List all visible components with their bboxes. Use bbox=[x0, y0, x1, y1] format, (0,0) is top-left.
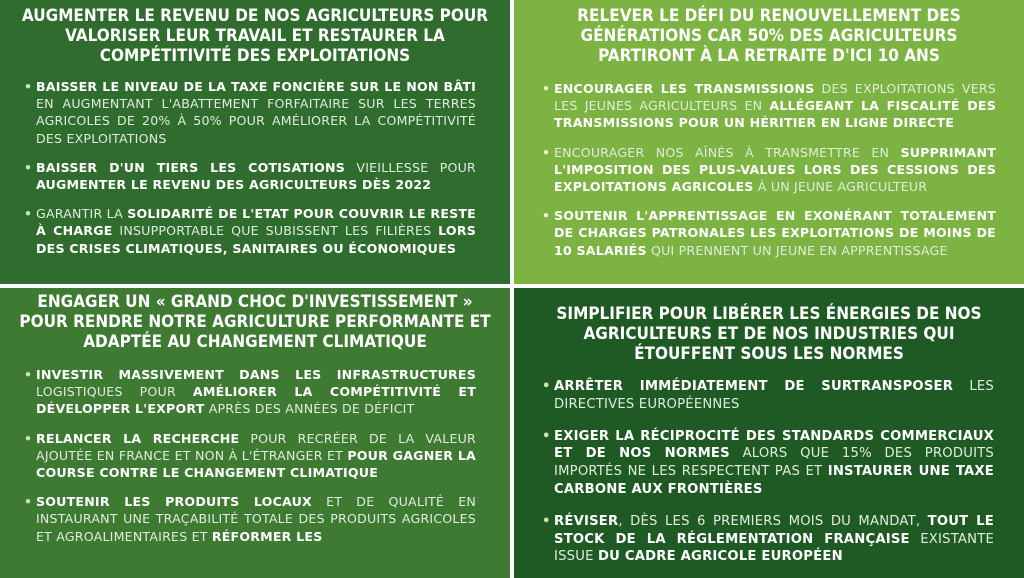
bullet-item bbox=[554, 144, 996, 196]
body-text: LES DIRECTIVES EUROPÉENNES bbox=[554, 379, 994, 412]
body-text: À UN JEUNE AGRICULTEUR bbox=[753, 179, 928, 195]
body-text: QUI PRENNENT UN JEUNE EN APPRENTISSAGE bbox=[646, 242, 948, 258]
bold-text: SUPPRIMANT L'IMPOSITION DES PLUS-VALUES LORS DES CESSIONS DES EXPLOITATIONS AGRICOLES bbox=[554, 144, 996, 195]
bold-text: BAISSER LE NIVEAU DE LA TAXE FONCIÈRE SUR LE NON BÂTI bbox=[36, 79, 476, 94]
bold-text: SOUTENIR L'APPRENTISSAGE EN EXONÉRANT TOTALEMENT DE CHARGES PATRONALES LES EXPLOITATIONS DE MOINS DE 10 SALARIÉS bbox=[554, 208, 996, 258]
panel-generations bbox=[514, 0, 1024, 284]
bullet-list bbox=[0, 366, 510, 545]
bold-text: RÉFORMER LES bbox=[211, 528, 323, 544]
panel-simplification bbox=[514, 288, 1024, 578]
body-text: APRÈS DES ANNÉES DE DÉFICIT bbox=[204, 401, 415, 417]
panel-investment bbox=[0, 288, 510, 578]
body-text: EN AUGMENTANT L'ABATTEMENT FORFAITAIRE SUR LES TERRES AGRICOLES DE 20% À 50% POUR AMÉLIORER LA COMPÉTITIVITÉ DES EXPLOITATIONS bbox=[36, 96, 476, 146]
bold-text: RELANCER LA RECHERCHE bbox=[36, 430, 240, 446]
bold-text: INVESTIR MASSIVEMENT DANS LES INFRASTRUCTURES bbox=[36, 367, 476, 382]
body-text: LOGISTIQUES POUR bbox=[36, 384, 193, 400]
bullet-item bbox=[36, 430, 476, 482]
body-text: GARANTIR LA bbox=[36, 206, 128, 222]
bullet-item bbox=[36, 159, 476, 193]
body-text: ENCOURAGER NOS AÎNÉS À TRANSMETTRE EN bbox=[554, 144, 901, 160]
body-text: ET DE QUALITÉ EN INSTAURANT UNE TRAÇABILITÉ TOTALE DES PRODUITS AGRICOLES ET AGROALIMENTAIRES ET bbox=[36, 494, 476, 544]
bullet-item bbox=[36, 493, 476, 545]
bullet-item bbox=[36, 78, 476, 147]
body-text: ALORS QUE 15% DES PRODUITS IMPORTÉS NE LES RESPECTENT PAS ET bbox=[554, 446, 994, 480]
bullet-list bbox=[514, 378, 1024, 566]
bullet-list bbox=[514, 80, 1024, 259]
bold-text: DU CADRE AGRICOLE EUROPÉEN bbox=[598, 549, 843, 565]
bullet-item bbox=[554, 513, 994, 566]
panel-title: ENGAGER UN « GRAND CHOC D'INVESTISSEMENT » POUR RENDRE NOTRE AGRICULTURE PERFORMANTE ET ADAPTÉE AU CHANGEMENT CLIMATIQUE bbox=[19, 292, 491, 352]
bullet-list bbox=[0, 78, 510, 257]
bold-text: ENCOURAGER LES TRANSMISSIONS bbox=[554, 81, 815, 96]
bullet-item bbox=[554, 428, 994, 499]
panel-revenue bbox=[0, 0, 510, 284]
bold-text: EXIGER LA RÉCIPROCITÉ DES STANDARDS COMMERCIAUX ET DE NOS NORMES bbox=[554, 428, 994, 462]
bullet-item bbox=[554, 80, 996, 132]
bold-text: ALLÉGEANT LA FISCALITÉ DES TRANSMISSIONS POUR UN HÉRITIER EN LIGNE DIRECTE bbox=[554, 98, 996, 131]
bold-text: POUR GAGNER LA COURSE CONTRE LE CHANGEMENT CLIMATIQUE bbox=[36, 447, 476, 481]
body-text: , DÈS LES 6 PREMIERS MOIS DU MANDAT, bbox=[618, 513, 928, 529]
bold-text: INSTAURER UNE TAXE CARBONE AUX FRONTIÈRES bbox=[554, 464, 994, 497]
bold-text: SOLIDARITÉ DE L'ETAT POUR COUVRIR LE RESTE À CHARGE bbox=[36, 206, 476, 239]
body-text: DES EXPLOITATIONS VERS LES JEUNES AGRICULTEURS EN bbox=[554, 81, 996, 114]
bold-text: AMÉLIORER LA COMPÉTITIVITÉ ET DÉVELOPPER L'EXPORT bbox=[36, 384, 476, 417]
body-text: VIEILLESSE POUR bbox=[345, 159, 476, 175]
bullet-item bbox=[36, 205, 476, 257]
bold-text: RÉVISER bbox=[554, 513, 619, 529]
bold-text: AUGMENTER LE REVENU DES AGRICULTEURS DÈS 2022 bbox=[36, 177, 432, 193]
panel-title: SIMPLIFIER POUR LIBÉRER LES ÉNERGIES DE NOS AGRICULTEURS ET DE NOS INDUSTRIES QUI ÉTOUFFENT SOUS LES NORMES bbox=[556, 304, 982, 364]
bold-text: TOUT LE STOCK DE LA RÉGLEMENTATION FRANÇAISE bbox=[554, 513, 994, 547]
bold-text: LORS DES CRISES CLIMATIQUES, SANITAIRES OU ÉCONOMIQUES bbox=[36, 223, 477, 256]
bold-text: SOUTENIR LES PRODUITS LOCAUX bbox=[36, 494, 312, 510]
bold-text: ARRÊTER IMMÉDIATEMENT DE SURTRANSPOSER bbox=[554, 379, 954, 394]
body-text: EXISTANTE ISSUE bbox=[554, 531, 995, 565]
bullet-item bbox=[36, 366, 476, 418]
panel-title: AUGMENTER LE REVENU DE NOS AGRICULTEURS POUR VALORISER LEUR TRAVAIL ET RESTAURER LA COMPÉTITIVITÉ DES EXPLOITATIONS bbox=[21, 6, 489, 66]
bullet-item bbox=[554, 207, 996, 259]
bullet-item bbox=[554, 378, 994, 414]
panel-title: RELEVER LE DÉFI DU RENOUVELLEMENT DES GÉNÉRATIONS CAR 50% DES AGRICULTEURS PARTIRONT À LA RETRAITE D'ICI 10 ANS bbox=[577, 6, 961, 66]
body-text: INSUPPORTABLE QUE SUBISSENT LES FILIÈRES bbox=[112, 223, 439, 239]
body-text: POUR RECRÉER DE LA VALEUR AJOUTÉE EN FRANCE ET NON À L'ÉTRANGER ET bbox=[36, 430, 476, 463]
bold-text: BAISSER D'UN TIERS LES COTISATIONS bbox=[36, 159, 346, 175]
